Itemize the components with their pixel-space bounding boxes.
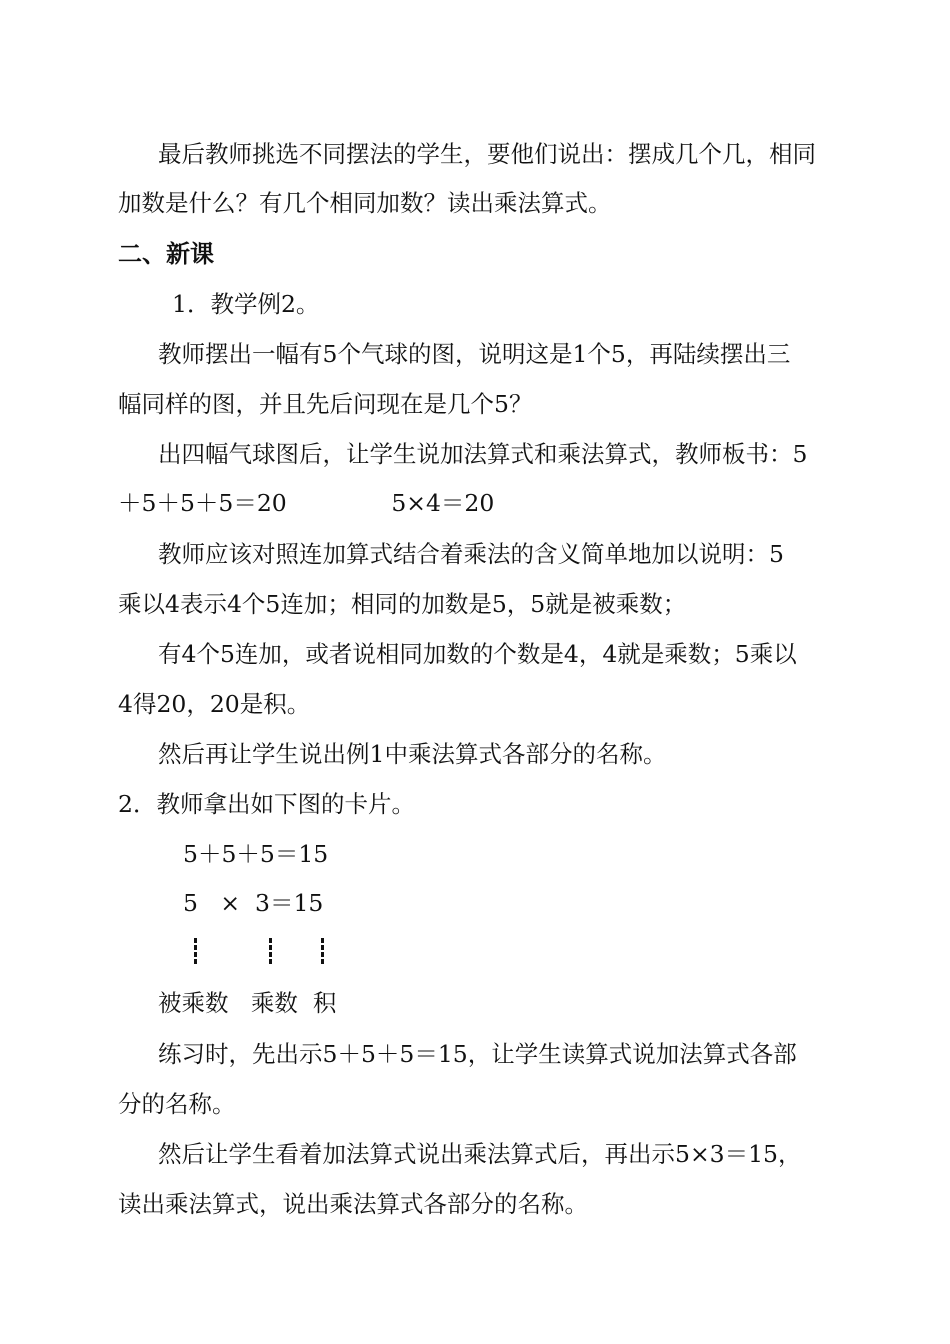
paragraph-line: 然后再让学生说出例1中乘法算式各部分的名称。 [158,740,667,768]
paragraph-line: 4得20，20是积。 [118,690,311,718]
dotted-pointer-product [317,938,327,964]
paragraph-line: 有4个5连加，或者说相同加数的个数是4，4就是乘数；5乘以 [158,640,797,668]
subsection-heading: 2．教师拿出如下图的卡片。 [118,790,415,818]
subsection-heading: 1．教学例2。 [172,290,320,318]
paragraph-line: 读出乘法算式，说出乘法算式各部分的名称。 [118,1190,588,1218]
card-multiplication-equation: 5 × 3＝15 [183,889,324,917]
section-heading: 二、新课 [118,240,214,268]
paragraph-line: 教师摆出一幅有5个气球的图，说明这是1个5，再陆续摆出三 [158,340,791,368]
card-addition-equation: 5＋5＋5＝15 [183,840,329,868]
paragraph-line: 幅同样的图，并且先后问现在是几个5？ [118,390,533,418]
dotted-pointer-multiplier [265,938,275,964]
paragraph-line: 加数是什么？有几个相同加数？读出乘法算式。 [118,189,612,217]
card-part-labels: 被乘数 乘数 积 [158,989,337,1017]
paragraph-line: 练习时，先出示5＋5＋5＝15，让学生读算式说加法算式各部 [158,1040,797,1068]
paragraph-line: 分的名称。 [118,1090,236,1118]
paragraph-line: 教师应该对照连加算式结合着乘法的含义简单地加以说明：5 [158,540,784,568]
paragraph-line: 最后教师挑选不同摆法的学生，要他们说出：摆成几个几，相同 [158,140,816,168]
paragraph-line: 乘以4表示4个5连加；相同的加数是5，5就是被乘数； [118,590,687,618]
equation-line: ＋5＋5＋5＝20 5×4＝20 [118,489,495,517]
paragraph-line: 然后让学生看着加法算式说出乘法算式后，再出示5×3＝15， [158,1140,802,1168]
dotted-pointer-multiplicand [190,938,200,964]
paragraph-line: 出四幅气球图后，让学生说加法算式和乘法算式，教师板书：5 [158,440,808,468]
